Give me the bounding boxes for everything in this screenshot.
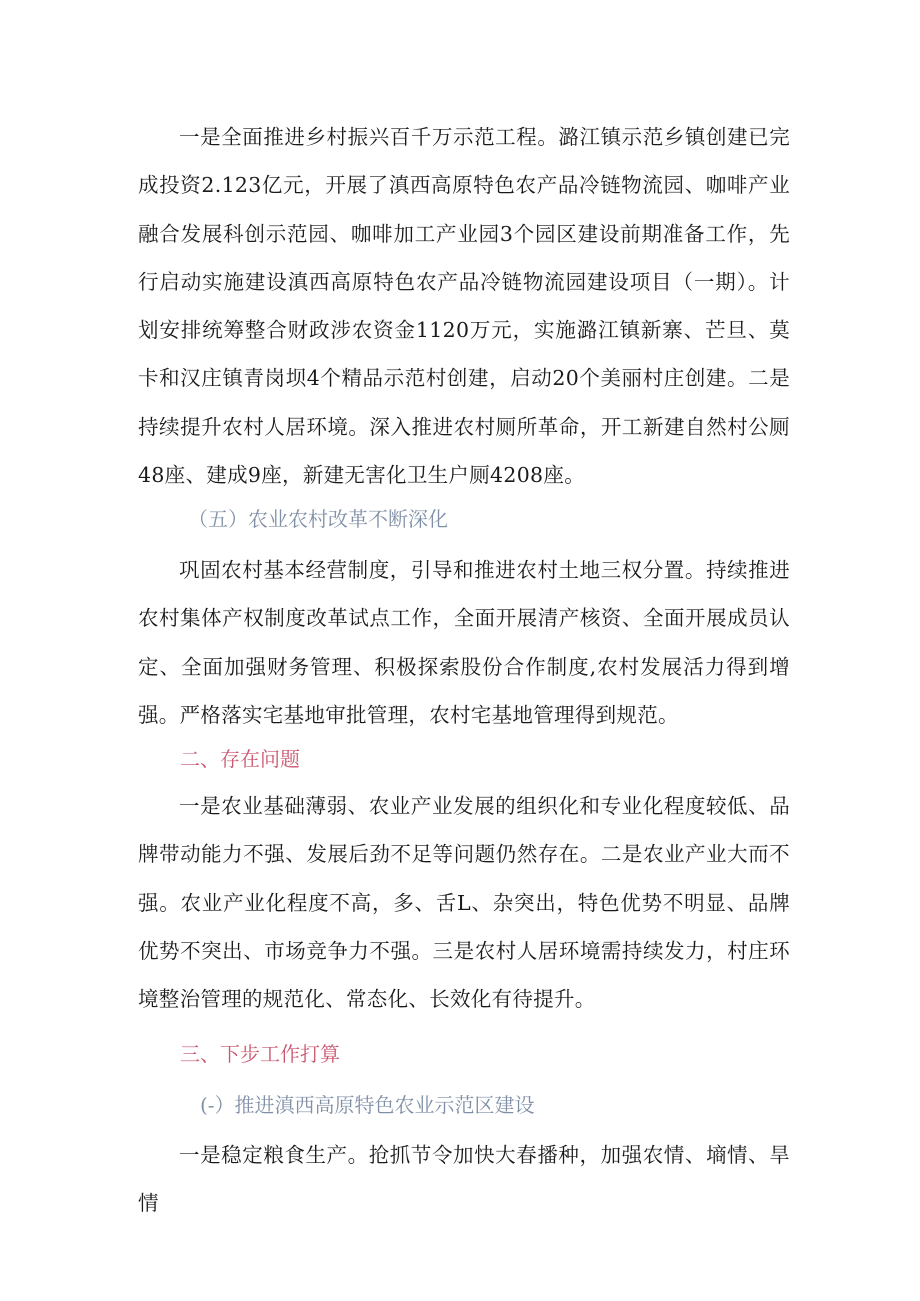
paragraph-rural-reform: 巩固农村基本经营制度，引导和推进农村土地三权分置。持续推进农村集体产权制度改革试点工作，全面开展清产核资、全面开展成员认定、全面加强财务管理、积极探索股份合作制度,农村发展活力得到增强。严格落实宅基地审批管理，农村宅基地管理得到规范。 <box>138 558 790 727</box>
section-heading-agricultural-reform: （五）农业农村改革不断深化 <box>188 507 448 531</box>
subsection-heading-demonstration-zone: (-）推进滇西高原特色农业示范区建设 <box>200 1093 535 1117</box>
paragraph-existing-problems: 一是农业基础薄弱、农业产业发展的组织化和专业化程度较低、品牌带动能力不强、发展后劲不足等问题仍然存在。二是农业产业大而不强。农业产业化程度不高，多、舌L、杂突出，特色优势不明显、品牌优势不突出、市场竞争力不强。三是农村人居环境需持续发力，村庄环境整治管理的规范化、常态化、长效化有待提升。 <box>138 794 790 1012</box>
section-heading-next-steps: 三、下步工作打算 <box>180 1042 340 1066</box>
paragraph-rural-revitalization: 一是全面推进乡村振兴百千万示范工程。潞江镇示范乡镇创建已完成投资2.123亿元，开展了滇西高原特色农产品冷链物流园、咖啡产业融合发展科创示范园、咖啡加工产业园3个园区建设前期准备工作，先行启动实施建设滇西高原特色农产品冷链物流园建设项目（一期）。计划安排统筹整合财政涉农资金1120万元，实施潞江镇新寨、芒旦、莫卡和汉庄镇青岗坝4个精品示范村创建，启动20个美丽村庄创建。二是持续提升农村人居环境。深入推进农村厕所革命，开工新建自然村公厕48座、建成9座，新建无害化卫生户厕4208座。 <box>138 125 790 488</box>
paragraph-grain-production: 一是稳定粮食生产。抢抓节令加快大春播种，加强农情、墒情、旱情 <box>138 1143 790 1216</box>
section-heading-existing-problems: 二、存在问题 <box>180 747 300 771</box>
